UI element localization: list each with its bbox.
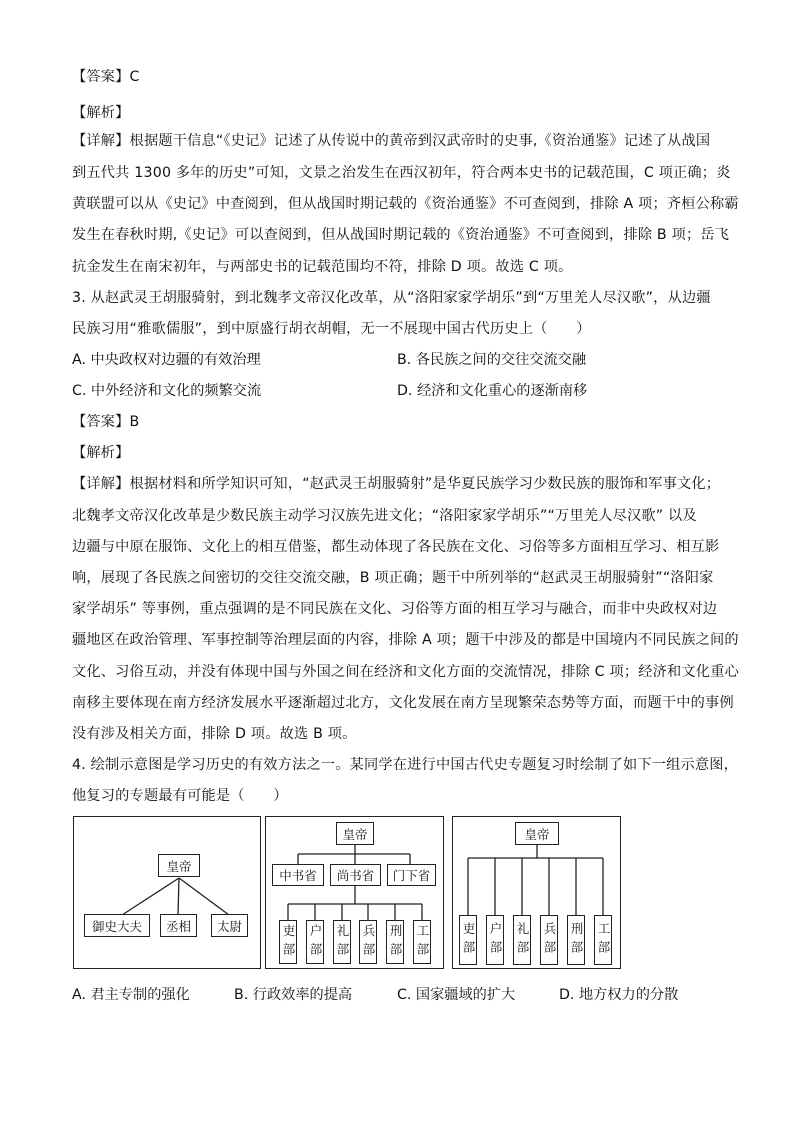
ministry-box: 吏部 bbox=[279, 920, 297, 964]
q3-detail-line: 北魏孝文帝汉化改革是少数民族主动学习汉族先进文化；“洛阳家家学胡乐”“万里羌人尽汉歌” 以及 bbox=[72, 508, 697, 524]
emperor-box: 皇帝 bbox=[336, 822, 374, 845]
q3-detail-line: 没有涉及相关方面，排除 D 项。故选 B 项。 bbox=[72, 726, 357, 742]
department-box: 门下省 bbox=[387, 864, 436, 886]
q2-detail-line: 黄联盟可以从《史记》中查阅到，但从战国时期记载的《资治通鉴》不可查阅到，排除 A 项；齐桓公称霸 bbox=[72, 196, 739, 212]
ministry-box: 礼部 bbox=[333, 920, 351, 964]
q4-option-a: A. 君主专制的强化 bbox=[72, 987, 190, 1003]
q3-detail-line: 边疆与中原在服饰、文化上的相互借鉴，都生动体现了各民族在文化、习俗等多方面相互学习、相互影 bbox=[72, 539, 720, 555]
q2-detail-line: 发生在春秋时期,《史记》可以查阅到，但从战国时期记载的《资治通鉴》不可查阅到，排除 B 项；岳飞 bbox=[72, 227, 730, 243]
ministry-box: 户部 bbox=[306, 920, 324, 964]
q3-detail-line: 【详解】根据材料和所学知识可知，“赵武灵王胡服骑射”是华夏民族学习少数民族的服饰和军事文化； bbox=[72, 476, 721, 492]
q3-stem-line: 民族习用“雅歌儒服”，到中原盛行胡衣胡帽，无一不展现中国古代历史上（ ） bbox=[72, 321, 591, 337]
q4-stem-line: 4. 绘制示意图是学习历史的有效方法之一。某同学在进行中国古代史专题复习时绘制了如下一组示意图， bbox=[72, 757, 739, 773]
ministry-box: 刑部 bbox=[386, 920, 404, 964]
emperor-box: 皇帝 bbox=[515, 822, 559, 845]
diagram-connectors bbox=[74, 817, 262, 970]
department-box: 尚书省 bbox=[330, 864, 381, 886]
q3-option-b: B. 各民族之间的交往交流交融 bbox=[397, 352, 587, 368]
q2-analysis-heading: 【解析】 bbox=[72, 105, 130, 121]
q3-answer: 【答案】B bbox=[72, 414, 140, 430]
q2-detail-line: 到五代共 1300 多年的历史”可知，文景之治发生在西汉初年，符合两本史书的记载范围，C 项正确；炎 bbox=[72, 165, 731, 181]
q2-detail-line: 抗金发生在南宋初年，与两部史书的记载范围均不符，排除 D 项。故选 C 项。 bbox=[72, 259, 573, 275]
ministry-box: 兵部 bbox=[540, 915, 558, 965]
q2-answer: 【答案】C bbox=[72, 69, 140, 85]
q4-option-b: B. 行政效率的提高 bbox=[234, 987, 353, 1003]
q3-option-a: A. 中央政权对边疆的有效治理 bbox=[72, 352, 261, 368]
q3-option-c: C. 中外经济和文化的频繁交流 bbox=[72, 383, 262, 399]
ministry-box: 吏部 bbox=[459, 915, 477, 965]
q3-detail-line: 南移主要体现在南方经济发展水平逐渐超过北方，文化发展在南方呈现繁荣态势等方面，而题干中的事例 bbox=[72, 695, 734, 711]
diagram-emperor-six-ministries bbox=[452, 816, 621, 969]
ministry-box: 户部 bbox=[486, 915, 504, 965]
q3-option-d: D. 经济和文化重心的逐渐南移 bbox=[397, 383, 588, 399]
q4-option-d: D. 地方权力的分散 bbox=[559, 987, 679, 1003]
diagram-three-lords bbox=[73, 816, 261, 969]
q4-option-c: C. 国家疆域的扩大 bbox=[397, 987, 516, 1003]
department-box: 中书省 bbox=[272, 864, 324, 886]
q3-detail-line: 文化、习俗互动，并没有体现中国与外国之间在经济和文化方面的交流情况，排除 C 项；经济和文化重心 bbox=[72, 664, 739, 680]
official-box: 丞相 bbox=[160, 914, 197, 937]
emperor-box: 皇帝 bbox=[158, 854, 200, 877]
official-box: 御史大夫 bbox=[84, 914, 150, 937]
ministry-box: 兵部 bbox=[359, 920, 377, 964]
ministry-box: 刑部 bbox=[567, 915, 585, 965]
q4-stem-line: 他复习的专题最有可能是（ ） bbox=[72, 788, 288, 804]
q3-analysis-heading: 【解析】 bbox=[72, 445, 130, 461]
q3-detail-line: 响，展现了各民族之间密切的交往交流交融，B 项正确；题干中所列举的“赵武灵王胡服骑射”“洛阳家 bbox=[72, 570, 714, 586]
ministry-box: 工部 bbox=[594, 915, 612, 965]
diagram-three-departments-six-ministries bbox=[265, 816, 444, 969]
q3-detail-line: 家学胡乐” 等事例，重点强调的是不同民族在文化、习俗等方面的相互学习与融合，而非中央政权对边 bbox=[72, 601, 718, 617]
q2-detail-line: 【详解】根据题干信息“《史记》记述了从传说中的黄帝到汉武帝时的史事,《资治通鉴》记述了从战国 bbox=[72, 133, 711, 149]
q3-detail-line: 疆地区在政治管理、军事控制等治理层面的内容，排除 A 项；题干中涉及的都是中国境内不同民族之间的 bbox=[72, 632, 739, 648]
official-box: 太尉 bbox=[211, 914, 248, 937]
ministry-box: 礼部 bbox=[513, 915, 531, 965]
ministry-box: 工部 bbox=[413, 920, 431, 964]
q3-stem-line: 3. 从赵武灵王胡服骑射，到北魏孝文帝汉化改革，从“洛阳家家学胡乐”到“万里羌人尽汉歌”，从边疆 bbox=[72, 290, 711, 306]
